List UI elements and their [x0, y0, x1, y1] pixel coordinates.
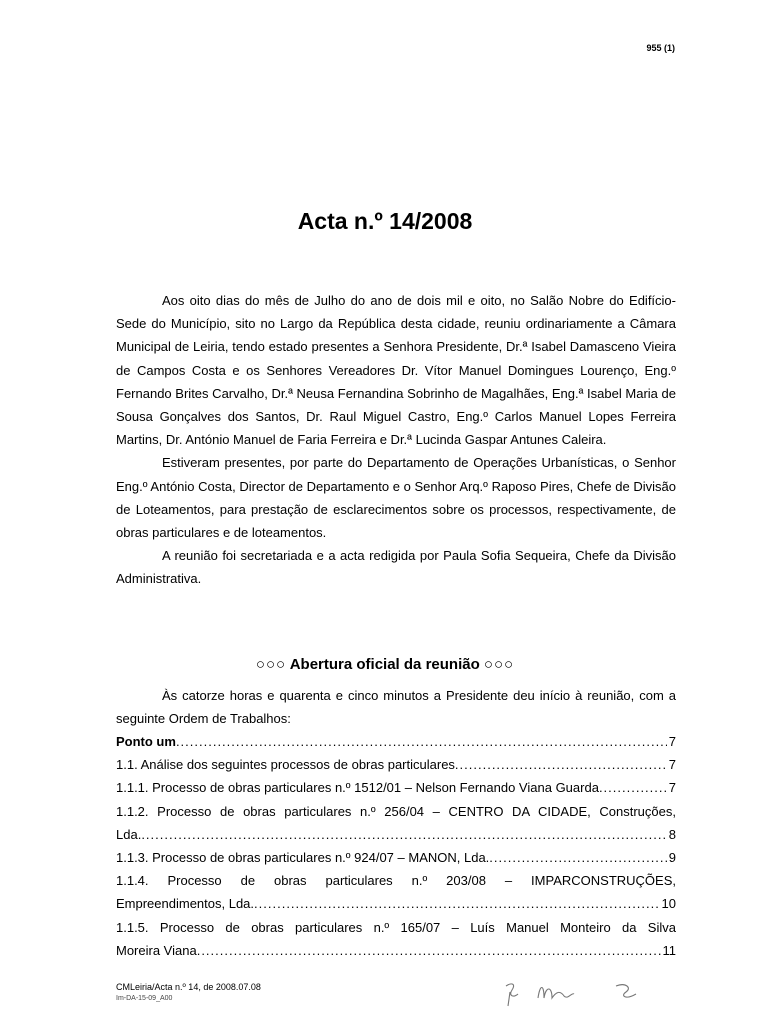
intro-paragraph: Aos oito dias do mês de Julho do ano de dois mil e oito, no Salão Nobre do Edifício-Sede do Município, sito no Largo da República desta cidade, reuniu ordinariamente a Câmara Municipal de Leiria, tendo estado presentes a Senhora Presidente, Dr.ª Isabel Damasceno Vieira de Campos Costa e os Senhores Vereadores Dr. Vítor Manuel Domingues Lourenço, Eng.º Fernando Brites Carvalho, Dr.ª Neusa Fernandina Sobrinho de Magalhães, Eng.ª Isabel Maria de Sousa Gonçalves dos Santos, Dr. Raul Miguel Castro, Eng.º Carlos Manuel Lopes Ferreira Martins, Dr. António Manuel de Faria Ferreira e Dr.ª Lucinda Gaspar Antunes Caleira.	[116, 293, 676, 448]
toc-entry-label: Moreira Viana	[116, 942, 197, 958]
opening-section	[116, 684, 676, 730]
toc-leader	[141, 823, 666, 846]
toc-entry	[116, 892, 676, 915]
toc-leader	[599, 776, 667, 799]
toc-entry-label: 1.1.1. Processo de obras particulares n.º 1512/01 – Nelson Fernando Viana Guarda	[116, 780, 599, 796]
footer-reference: CMLeiria/Acta n.º 14, de 2008.07.08	[116, 982, 261, 992]
toc-entry-page: 11	[662, 942, 676, 958]
toc-entry-page: 7	[668, 757, 676, 773]
toc-entry-first-line: 1.1.4. Processo de obras particulares n.º 203/08 – IMPARCONSTRUÇÕES,	[116, 873, 676, 889]
toc-entry	[116, 823, 676, 846]
attendees-paragraph: Estiveram presentes, por parte do Departamento de Operações Urbanísticas, o Senhor Eng.º António Costa, Director de Departamento e o Senhor Arq.º Raposo Pires, Chefe de Divisão de Loteamentos, para prestação de esclarecimentos sobre os processos, respectivamente, de obras particulares e de loteamentos.	[116, 455, 676, 541]
toc-leader	[489, 846, 666, 869]
toc-entry-page: 7	[668, 780, 676, 796]
toc-leader	[254, 892, 660, 915]
toc-entry-page: 8	[668, 826, 676, 842]
toc-entry	[116, 939, 676, 962]
intro-section	[116, 289, 676, 591]
ornament-left: ○○○	[255, 656, 287, 673]
toc-entry-page: 10	[661, 896, 676, 912]
section-heading	[0, 656, 770, 673]
table-of-contents	[116, 730, 676, 962]
toc-entry	[116, 846, 676, 869]
section-heading-text: Abertura oficial da reunião	[289, 656, 480, 673]
toc-entry	[116, 776, 676, 799]
footer-form-code: Im-DA-15-09_A00	[116, 995, 173, 1002]
toc-entry	[116, 753, 676, 776]
toc-entry-page: 7	[668, 734, 676, 749]
toc-leader	[176, 730, 667, 753]
secretary-paragraph: A reunião foi secretariada e a acta redigida por Paula Sofia Sequeira, Chefe da Divisão Administrativa.	[116, 548, 676, 587]
toc-entry-label: 1.1. Análise dos seguintes processos de obras particulares	[116, 757, 455, 773]
toc-entry-label: Ponto um	[116, 734, 176, 749]
ornament-right: ○○○	[483, 656, 515, 673]
toc-entry-label: 1.1.3. Processo de obras particulares n.º 924/07 – MANON, Lda.	[116, 850, 490, 866]
toc-leader	[455, 753, 667, 776]
opening-paragraph: Às catorze horas e quarenta e cinco minutos a Presidente deu início à reunião, com a seguinte Ordem de Trabalhos:	[116, 688, 676, 727]
toc-entry	[116, 730, 676, 753]
toc-leader	[197, 939, 661, 962]
page-footer	[116, 982, 261, 1002]
handwritten-initials	[498, 972, 658, 1012]
page-number: 955 (1)	[646, 43, 675, 53]
toc-entry-first-line: 1.1.2. Processo de obras particulares n.º 256/04 – CENTRO DA CIDADE, Construções,	[116, 803, 676, 819]
toc-entry-label: Lda.	[116, 826, 142, 842]
toc-entry-page: 9	[668, 850, 676, 866]
document-title: Acta n.º 14/2008	[297, 208, 473, 234]
toc-entry-first-line: 1.1.5. Processo de obras particulares n.º 165/07 – Luís Manuel Monteiro da Silva	[116, 919, 676, 935]
toc-entry-label: Empreendimentos, Lda.	[116, 896, 255, 912]
